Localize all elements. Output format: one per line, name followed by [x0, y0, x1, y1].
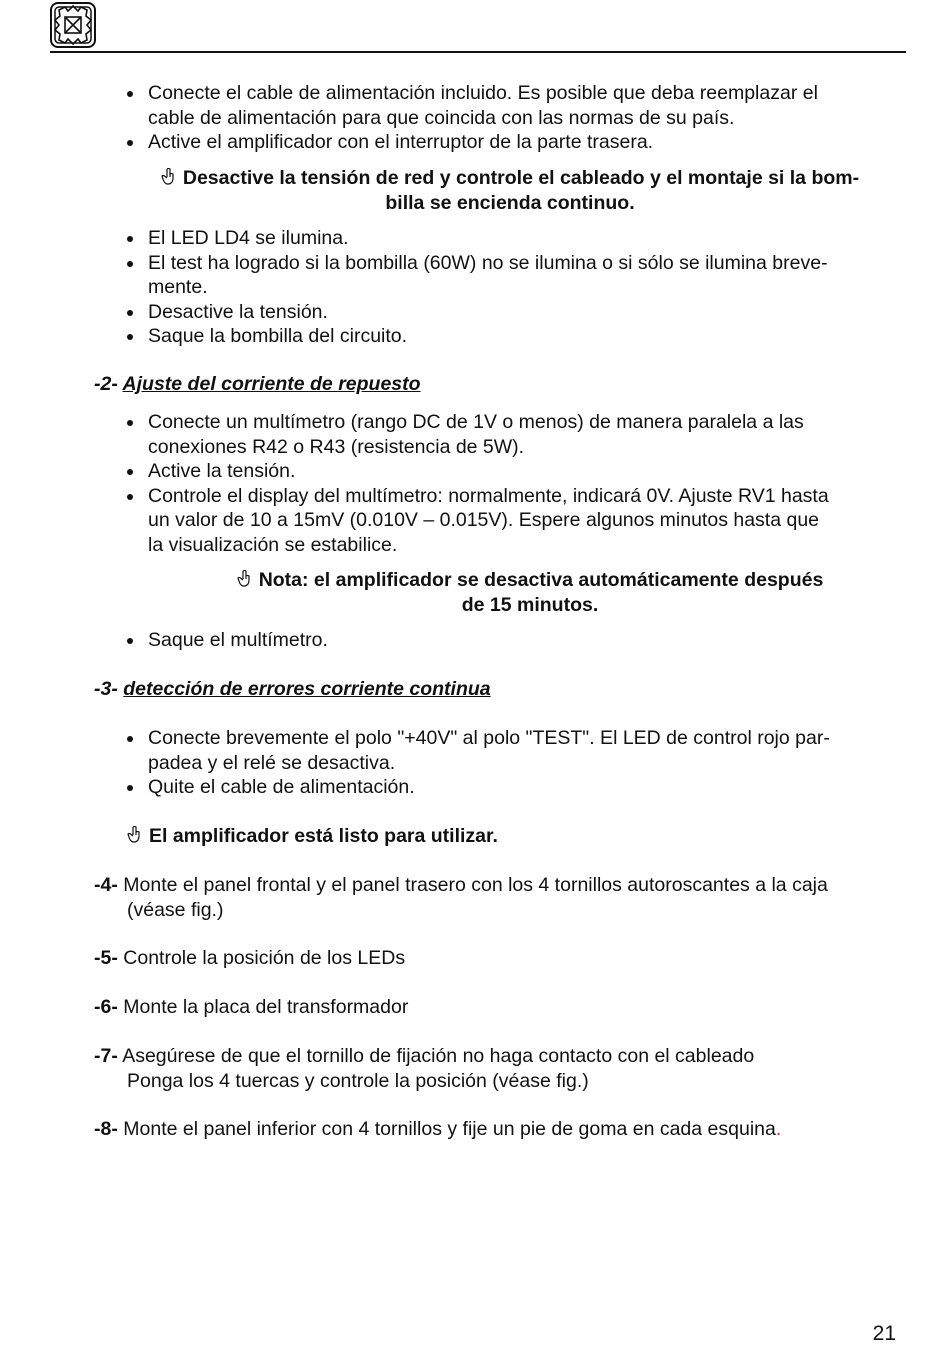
list-item: Controle el display del multímetro: normalmente, indicará 0V. Ajuste RV1 hasta un valor de 10 a 15mV (0.010V – 0.015V). Espere algunos minutos hasta que la visualización se estabilice. — [0, 484, 898, 558]
bullet-dot — [127, 310, 133, 316]
shield-logo-icon — [50, 2, 96, 48]
bullet-dot — [127, 140, 133, 146]
pointing-hand-icon — [127, 826, 142, 843]
bullet-dot — [127, 91, 133, 97]
step-8: -8- Monte el panel inferior con 4 tornillos y fije un pie de goma en cada esquina. — [94, 1118, 782, 1140]
section-heading: -2- Ajuste del corriente de repuesto — [94, 373, 421, 395]
list-item: Active la tensión. — [0, 459, 898, 484]
step-7: -7- Asegúrese de que el tornillo de fijación no haga contacto con el cableado Ponga los 4 tuercas y controle la posición (véase fig.) — [94, 1045, 755, 1092]
list-item: Saque el multímetro. — [0, 628, 898, 653]
bullet-list — [0, 226, 898, 349]
step-6: -6- Monte la placa del transformador — [94, 996, 409, 1018]
bullet-dot — [127, 261, 133, 267]
list-item: Conecte el cable de alimentación incluido. Es posible que deba reemplazar el cable de alimentación para que coincida con las normas de su país. — [0, 81, 898, 130]
bullet-dot — [127, 736, 133, 742]
list-item: Quite el cable de alimentación. — [0, 775, 898, 800]
page-number: 21 — [872, 1322, 896, 1345]
bullet-list — [0, 628, 898, 653]
info-note: Nota: el amplificador se desactiva automáticamente después de 15 minutos. — [180, 568, 880, 617]
bullet-dot — [127, 334, 133, 340]
bullet-dot — [127, 494, 133, 500]
list-item: Conecte brevemente el polo "+40V" al polo "TEST". El LED de control rojo par- padea y el relé se desactiva. — [0, 726, 898, 775]
list-item: Desactive la tensión. — [0, 300, 898, 325]
list-item: El test ha logrado si la bombilla (60W) no se ilumina o si sólo se ilumina breve- mente. — [0, 251, 898, 300]
pointing-hand-icon — [161, 168, 176, 185]
header-divider — [50, 51, 906, 53]
warning-note: Desactive la tensión de red y controle el cableado y el montaje si la bom- billa se encienda continuo. — [120, 166, 900, 215]
bullet-dot — [127, 236, 133, 242]
bullet-list — [0, 726, 898, 800]
step-5: -5- Controle la posición de los LEDs — [94, 947, 406, 969]
list-item: El LED LD4 se ilumina. — [0, 226, 898, 251]
bullet-dot — [127, 420, 133, 426]
bullet-dot — [127, 638, 133, 644]
bullet-list — [0, 81, 898, 155]
step-4: -4- Monte el panel frontal y el panel trasero con los 4 tornillos autoroscantes a la caja (véase fig.) — [94, 874, 828, 921]
bullet-list — [0, 410, 898, 557]
bullet-dot — [127, 785, 133, 791]
list-item: Saque la bombilla del circuito. — [0, 324, 898, 349]
ready-note: El amplificador está listo para utilizar. — [127, 824, 498, 849]
section-heading: -3- detección de errores corriente continua — [94, 678, 491, 700]
bullet-dot — [127, 469, 133, 475]
list-item: Active el amplificador con el interruptor de la parte trasera. — [0, 130, 898, 155]
pointing-hand-icon — [237, 570, 252, 587]
list-item: Conecte un multímetro (rango DC de 1V o menos) de manera paralela a las conexiones R42 o R43 (resistencia de 5W). — [0, 410, 898, 459]
